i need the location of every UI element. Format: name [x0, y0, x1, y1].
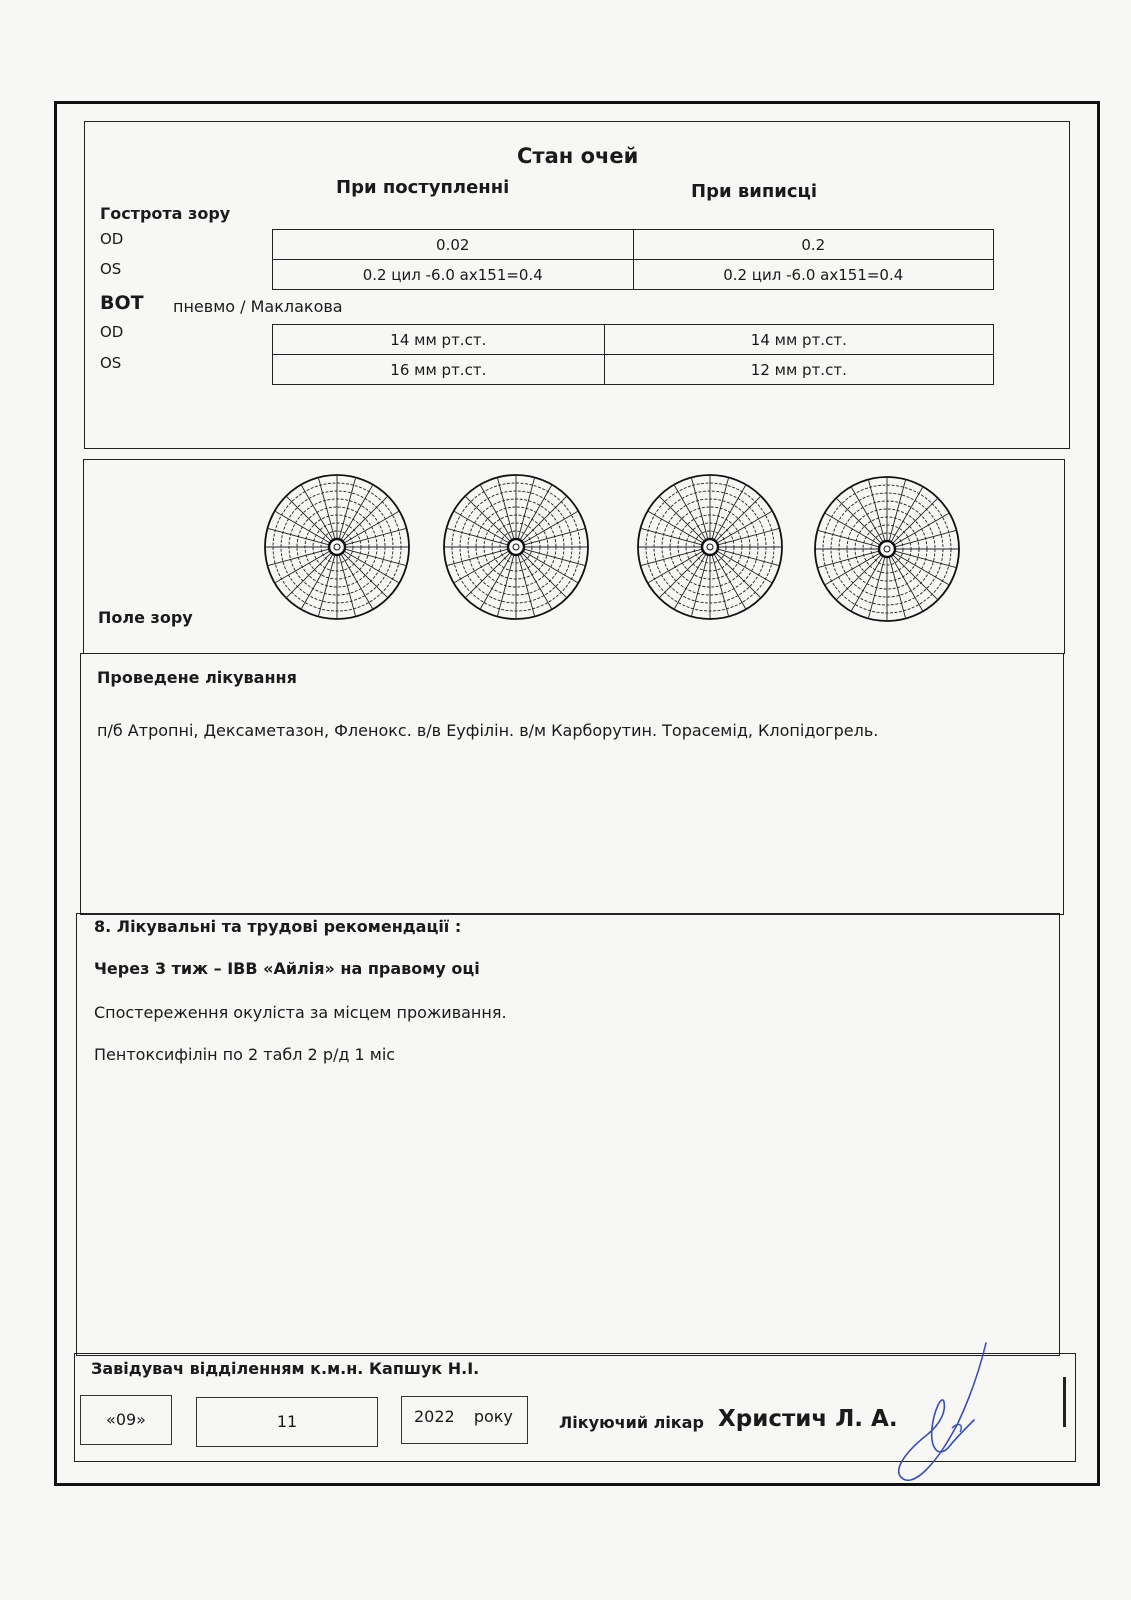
iop-table — [272, 324, 994, 385]
col-discharge-header: При виписці — [691, 181, 818, 202]
iop-os-admission: 16 мм рт.ст. — [273, 355, 605, 385]
iop-label: ВОТ — [100, 292, 144, 314]
visual-field-label: Поле зору — [98, 608, 193, 627]
acuity-od-label: OD — [100, 230, 124, 248]
treatment-text: п/б Атропні, Дексаметазон, Фленокс. в/в Еуфілін. в/м Карборутин. Торасемід, Клопідогрель. — [97, 721, 879, 740]
iop-od-admission: 14 мм рт.ст. — [273, 325, 605, 355]
visual-field-chart-4 — [812, 474, 962, 624]
iop-method: пневмо / Маклакова — [173, 297, 343, 316]
date-year: 2022 — [414, 1407, 455, 1426]
recommendation-line-3: Пентоксифілін по 2 табл 2 р/д 1 міс — [94, 1045, 396, 1064]
date-day-box — [80, 1395, 172, 1445]
treatment-section — [80, 653, 1064, 915]
acuity-od-discharge: 0.2 — [633, 230, 994, 260]
recommendations-heading: 8. Лікувальні та трудові рекомендації : — [94, 917, 462, 936]
iop-os-label: OS — [100, 354, 122, 372]
eye-status-section — [84, 121, 1070, 449]
table-row — [273, 325, 994, 355]
acuity-label: Гострота зору — [100, 204, 231, 223]
treatment-heading: Проведене лікування — [97, 668, 297, 687]
acuity-os-admission: 0.2 цил -6.0 ax151=0.4 — [273, 260, 634, 290]
date-month: 11 — [276, 1412, 298, 1431]
doctor-label: Лікуючий лікар — [559, 1413, 704, 1432]
acuity-os-label: OS — [100, 260, 122, 278]
recommendation-line-1: Через 3 тиж – ІВВ «Айлія» на правому оці — [94, 959, 480, 978]
iop-os-discharge: 12 мм рт.ст. — [604, 355, 993, 385]
iop-od-discharge: 14 мм рт.ст. — [604, 325, 993, 355]
doctor-name: Христич Л. А. — [718, 1406, 898, 1432]
table-row — [273, 230, 994, 260]
date-year-suffix: року — [473, 1407, 513, 1426]
section-title: Стан очей — [517, 144, 639, 168]
acuity-od-admission: 0.02 — [273, 230, 634, 260]
table-row — [273, 355, 994, 385]
right-edge-mark — [1063, 1377, 1066, 1427]
date-year-box — [401, 1396, 528, 1444]
signature — [888, 1338, 998, 1488]
recommendations-section — [76, 913, 1060, 1356]
date-day: «09» — [106, 1410, 146, 1429]
acuity-table — [272, 229, 994, 290]
col-admission-header: При поступленні — [336, 177, 510, 198]
visual-field-chart-1 — [262, 472, 412, 622]
visual-field-chart-3 — [635, 472, 785, 622]
head-of-department: Завідувач відділенням к.м.н. Капшук Н.І. — [91, 1359, 480, 1378]
iop-od-label: OD — [100, 323, 124, 341]
recommendation-line-2: Спостереження окуліста за місцем проживання. — [94, 1003, 507, 1022]
visual-field-chart-2 — [441, 472, 591, 622]
table-row — [273, 260, 994, 290]
date-month-box — [196, 1397, 378, 1447]
acuity-os-discharge: 0.2 цил -6.0 ax151=0.4 — [633, 260, 994, 290]
visual-field-section — [83, 459, 1065, 654]
